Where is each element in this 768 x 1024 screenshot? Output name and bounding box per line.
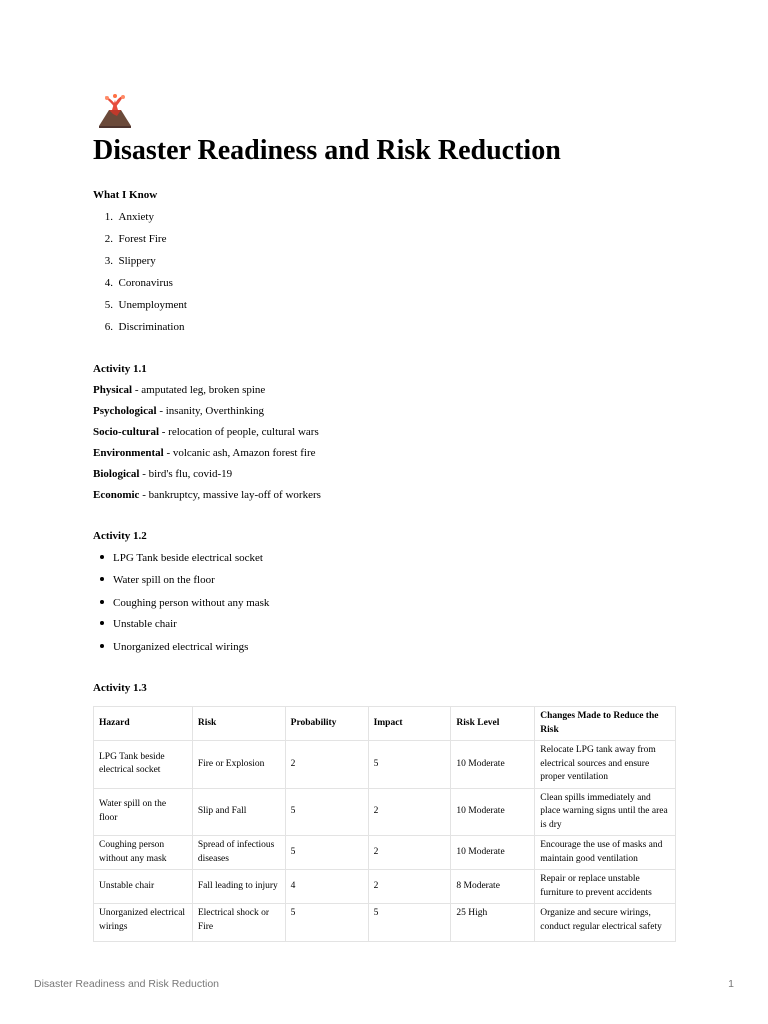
table-cell: 5 <box>285 904 368 942</box>
table-cell: 5 <box>285 788 368 836</box>
table-cell: 2 <box>368 788 451 836</box>
bullet-icon <box>100 644 104 648</box>
table-cell: 10 Moderate <box>451 836 535 870</box>
what-i-know-heading: What I Know <box>93 189 158 201</box>
table-header-row <box>94 707 676 741</box>
column-header: Impact <box>368 707 451 741</box>
table-cell: 5 <box>368 904 451 942</box>
activity-1-1-row: Psychological - insanity, Overthinking <box>93 405 265 417</box>
table-cell: 4 <box>285 870 368 904</box>
list-item: LPG Tank beside electrical socket <box>100 551 263 565</box>
table-row <box>94 836 676 870</box>
list-item: Unstable chair <box>100 617 177 631</box>
table-row <box>94 788 676 836</box>
table-cell: Water spill on the floor <box>94 788 193 836</box>
volcano-icon <box>95 92 135 132</box>
table-cell: Fire or Explosion <box>192 741 285 789</box>
list-item: 5. Unemployment <box>104 299 187 311</box>
table-cell: 5 <box>285 836 368 870</box>
table-cell: 8 Moderate <box>451 870 535 904</box>
column-header: Probability <box>285 707 368 741</box>
table-cell: Relocate LPG tank away from electrical sources and ensure proper ventilation <box>535 741 676 789</box>
table-cell: Organize and secure wirings, conduct regular electrical safety <box>535 904 676 942</box>
list-item: 2. Forest Fire <box>104 233 167 245</box>
list-item: 1. Anxiety <box>104 211 154 223</box>
activity-1-1-row: Environmental - volcanic ash, Amazon forest fire <box>93 447 316 459</box>
activity-1-1-heading: Activity 1.1 <box>93 363 147 375</box>
list-item: 6. Discrimination <box>104 321 185 333</box>
bullet-icon <box>100 577 104 581</box>
page-title: Disaster Readiness and Risk Reduction <box>93 135 561 166</box>
activity-1-1-row: Socio-cultural - relocation of people, cultural wars <box>93 426 319 438</box>
table-row <box>94 904 676 942</box>
activity-1-1-row: Economic - bankruptcy, massive lay-off of workers <box>93 489 321 501</box>
column-header: Changes Made to Reduce the Risk <box>535 707 676 741</box>
list-item: 3. Slippery <box>104 255 156 267</box>
table-cell: Repair or replace unstable furniture to prevent accidents <box>535 870 676 904</box>
bullet-icon <box>100 621 104 625</box>
table-cell: 25 High <box>451 904 535 942</box>
page-number: 1 <box>728 978 734 990</box>
list-item: Coughing person without any mask <box>100 596 269 610</box>
table-cell: 5 <box>368 741 451 789</box>
table-cell: 2 <box>368 836 451 870</box>
table-cell: 2 <box>368 870 451 904</box>
table-cell: Slip and Fall <box>192 788 285 836</box>
column-header: Hazard <box>94 707 193 741</box>
column-header: Risk Level <box>451 707 535 741</box>
risk-table <box>93 706 676 942</box>
table-cell: 10 Moderate <box>451 741 535 789</box>
list-item: Unorganized electrical wirings <box>100 640 248 654</box>
table-cell: LPG Tank beside electrical socket <box>94 741 193 789</box>
table-cell: Fall leading to injury <box>192 870 285 904</box>
bullet-icon <box>100 555 104 559</box>
table-cell: 2 <box>285 741 368 789</box>
table-cell: Spread of infectious diseases <box>192 836 285 870</box>
table-row <box>94 741 676 789</box>
activity-1-1-row: Physical - amputated leg, broken spine <box>93 384 266 396</box>
table-cell: Electrical shock or Fire <box>192 904 285 942</box>
column-header: Risk <box>192 707 285 741</box>
table-cell: Clean spills immediately and place warning signs until the area is dry <box>535 788 676 836</box>
activity-1-3-heading: Activity 1.3 <box>93 682 147 694</box>
footer-title: Disaster Readiness and Risk Reduction <box>34 978 220 990</box>
table-cell: Unstable chair <box>94 870 193 904</box>
list-item: Water spill on the floor <box>100 573 215 587</box>
table-cell: Unorganized electrical wirings <box>94 904 193 942</box>
table-cell: Encourage the use of masks and maintain good ventilation <box>535 836 676 870</box>
table-row <box>94 870 676 904</box>
bullet-icon <box>100 600 104 604</box>
activity-1-1-row: Biological - bird's flu, covid-19 <box>93 468 233 480</box>
table-cell: 10 Moderate <box>451 788 535 836</box>
activity-1-2-heading: Activity 1.2 <box>93 530 147 542</box>
table-cell: Coughing person without any mask <box>94 836 193 870</box>
list-item: 4. Coronavirus <box>104 277 173 289</box>
